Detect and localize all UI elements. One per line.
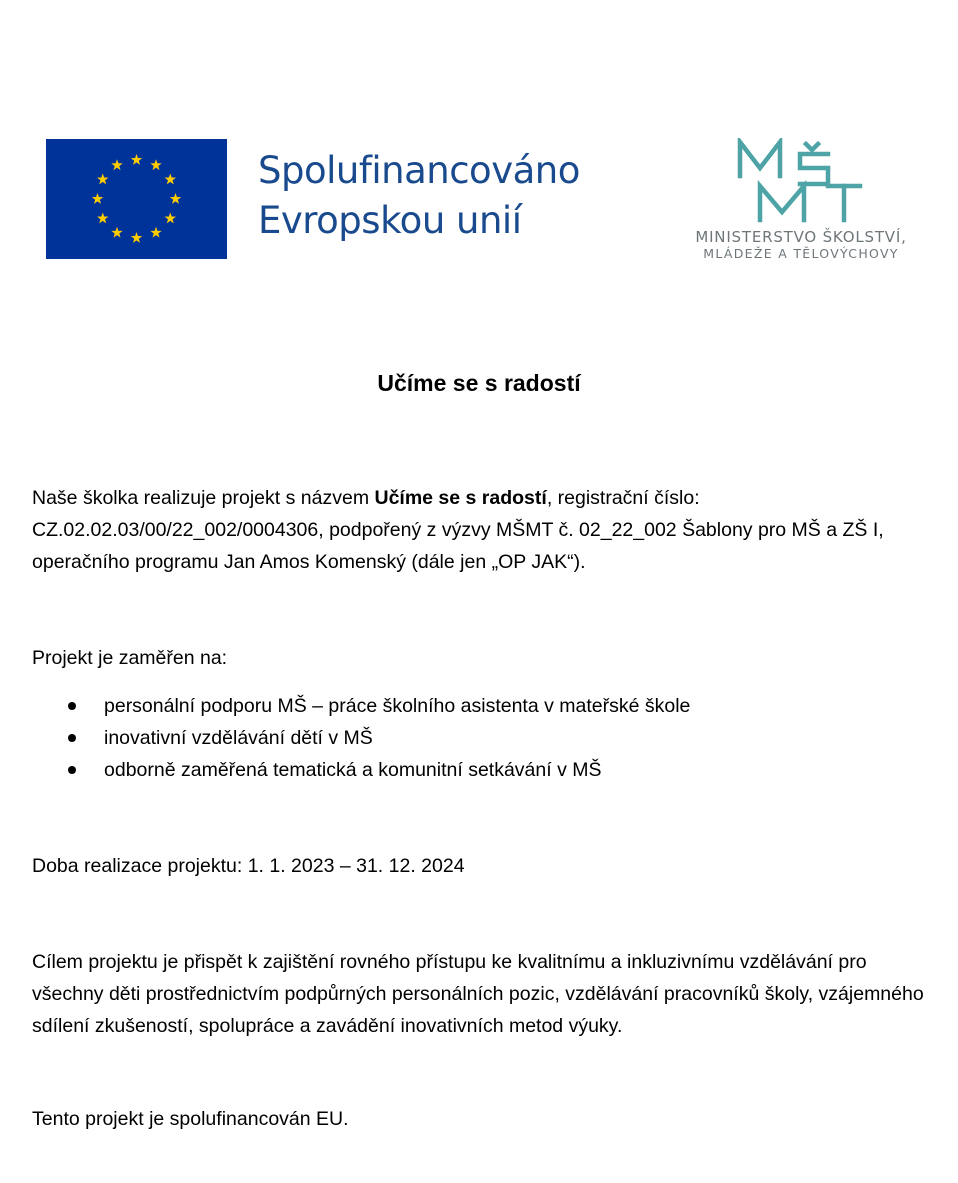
- bullet-icon: [68, 766, 76, 774]
- focus-heading: Projekt je zaměřen na:: [32, 647, 228, 669]
- bullet-icon: [68, 734, 76, 742]
- intro-prefix: Naše školka realizuje projekt s názvem: [32, 487, 375, 509]
- project-period: Doba realizace projektu: 1. 1. 2023 – 31. 12. 2024: [32, 855, 465, 877]
- eu-cofinanced-text: [258, 146, 638, 246]
- list-item-text: inovativní vzdělávání dětí v MŠ: [104, 727, 373, 749]
- intro-paragraph: [32, 482, 938, 578]
- eu-flag-icon: [46, 139, 227, 259]
- eu-text-line1: Spolufinancováno: [258, 149, 580, 192]
- list-item: [66, 722, 690, 754]
- list-item: [66, 690, 690, 722]
- eu-text-line2: Evropskou unií: [258, 199, 522, 242]
- msmt-name-line1: MINISTERSTVO ŠKOLSTVÍ,: [695, 228, 907, 246]
- msmt-caption: [664, 228, 938, 262]
- list-item: [66, 754, 690, 786]
- bullet-icon: [68, 702, 76, 710]
- list-item-text: personální podporu MŠ – práce školního asistenta v mateřské škole: [104, 695, 691, 717]
- eu-cofinancing-note: Tento projekt je spolufinancován EU.: [32, 1108, 349, 1130]
- page-title: Učíme se s radostí: [377, 370, 581, 396]
- msmt-monogram-icon: [736, 138, 864, 224]
- msmt-name-line2: MLÁDEŽE A TĚLOVÝCHOVY: [703, 246, 899, 261]
- project-goal-paragraph: Cílem projektu je přispět k zajištění rovného přístupu ke kvalitnímu a inkluzivnímu vzdělávání pro všechny děti prostřednictvím podpůrných personálních pozic, vzdělávání pracovníků školy, vzájemného sdílení zkušeností, spolupráce a zavádění inovativních metod výuky.: [32, 951, 924, 1037]
- focus-list: [66, 690, 690, 786]
- intro-suffix: , registrační číslo: CZ.02.02.03/00/22_002/0004306, podpořený z výzvy MŠMT č. 02_22_002 Šablony pro MŠ a ZŠ I, operačního programu Jan Amos Komenský (dále jen „OP JAK“).: [32, 487, 884, 573]
- list-item-text: odborně zaměřená tematická a komunitní setkávání v MŠ: [104, 759, 602, 781]
- intro-project-name: Učíme se s radostí: [374, 487, 547, 509]
